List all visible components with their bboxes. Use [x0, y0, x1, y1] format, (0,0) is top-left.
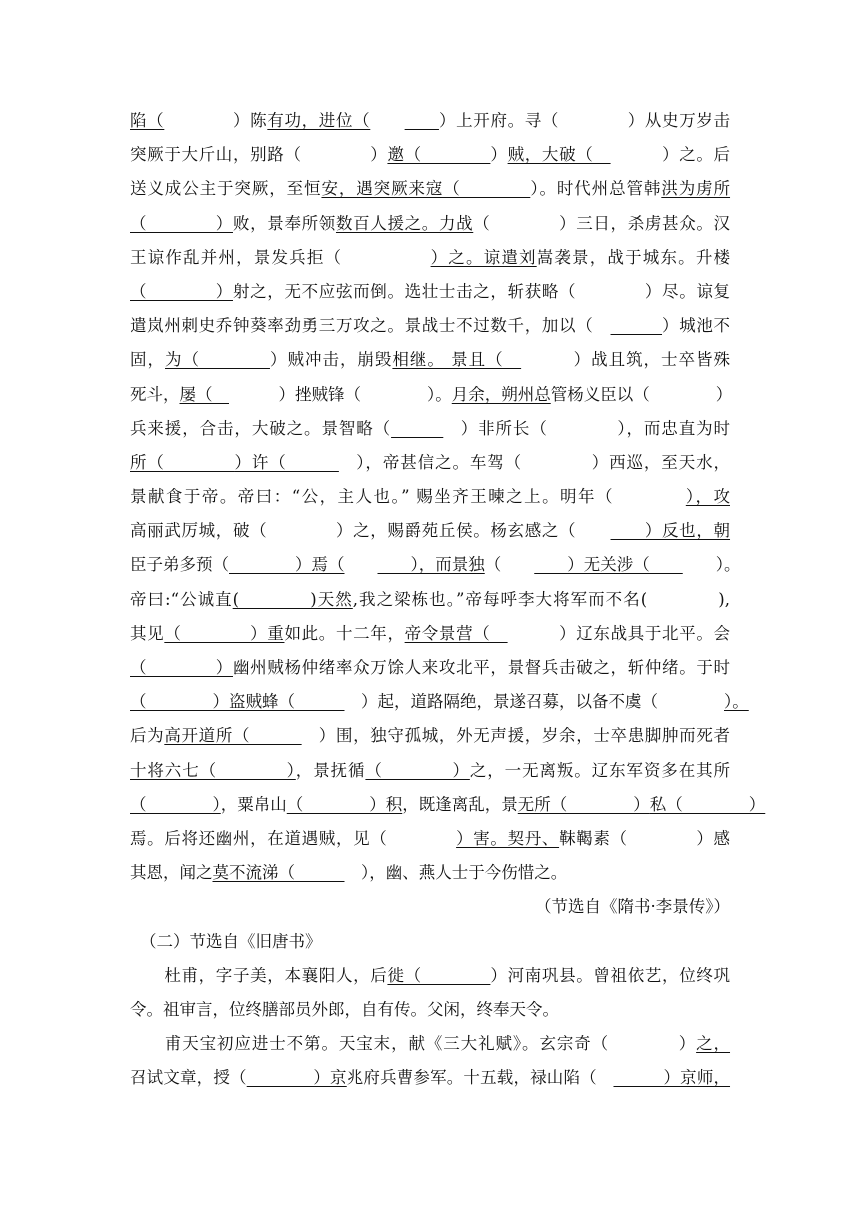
- passage-line: （ ）射之，无不应弦而倒。选壮士击之，斩获略（ ）尽。谅复: [130, 281, 731, 301]
- source-note: （节选自《隋书·李景传》）: [535, 897, 730, 917]
- underlined-blank: 洪为虏所: [661, 179, 731, 199]
- underlined-blank: [391, 419, 443, 438]
- underlined-blank: （ ）: [130, 794, 221, 814]
- passage-line: 遣岚州刺史乔钟葵率劲勇三万攻之。景战士不过数千，加以（ ）城池不: [130, 316, 731, 336]
- passage-line: 焉。后将还幽州，在道遇贼，见（ ）害。契丹、靺鞨素（ ）感: [130, 828, 731, 848]
- underlined-blank: 安，遇突厥来寇（: [321, 179, 531, 199]
- passage-line: 后为高开道所（ ）围，独守孤城，外无声援，岁余，士卒患脚肿而死者: [130, 726, 731, 746]
- underlined-blank: ）京师，: [613, 1068, 731, 1088]
- passage-line: 突厥于大斤山，别路（ ）邀（ ）贼，大破（ ）之。后: [130, 145, 731, 165]
- underlined-blank: （ ）: [130, 281, 233, 301]
- underlined-blank: 徙（: [387, 965, 491, 985]
- underlined-blank: 贼，大破（: [507, 145, 611, 165]
- passage-line: 令。祖审言，位终膳部员外郎，自有传。父闲，终奉天令。: [130, 999, 559, 1019]
- underlined-blank: 屡（: [179, 384, 229, 404]
- underlined-blank: ）焉（: [229, 555, 345, 575]
- underlined-blank: [405, 111, 439, 130]
- underlined-blank: ），而景独: [377, 555, 485, 575]
- underlined-blank: 陷（: [130, 111, 165, 130]
- underlined-blank: ）害。契丹、: [456, 828, 560, 848]
- section-heading: （二）节选自《旧唐书》: [140, 931, 322, 951]
- underlined-blank: ）。: [724, 692, 749, 712]
- passage-line: 景献食于帝。帝曰：“公，主人也。” 赐坐齐王暕之上。明年（ ），攻: [130, 487, 730, 507]
- passage-line: 其恩，闻之莫不流涕（ ），幽、燕人士于今伤惜之。: [130, 863, 568, 883]
- underlined-blank: [611, 316, 663, 335]
- underlined-blank: （ ）: [130, 658, 233, 677]
- passage-line: 陷（ ）陈有功，进位（ ）上开府。寻（ ）从史万岁击: [130, 111, 731, 130]
- document-body: [130, 104, 766, 1095]
- underlined-blank: （ ）重: [164, 623, 285, 643]
- passage-line: （ ）幽州贼杨仲绪率众万馀人来攻北平，景督兵击破之，斩仲绪。于时: [130, 658, 731, 677]
- passage-line: （ ）败，景奉所领数百人援之。力战（ ）三日，杀虏甚众。汉: [130, 213, 731, 233]
- underlined-blank: 为（: [165, 350, 270, 370]
- passage-du-fu: [130, 959, 730, 1096]
- underlined-blank: ( )天然: [232, 589, 353, 609]
- passage-line: 死斗，屡（ ）挫贼锋（ ）。月余，朔州总管杨义臣以（ ）: [130, 384, 733, 404]
- underlined-blank: ）京: [246, 1068, 347, 1088]
- underlined-blank: 十将六七（ ）: [130, 760, 296, 780]
- passage-line: 兵来援，合击，大破之。景智略（ ）非所长（ ），而忠直为时: [130, 418, 731, 438]
- underlined-blank: （ ）: [365, 760, 470, 780]
- underlined-blank: 之，: [696, 1034, 731, 1054]
- underlined-blank: 相继。 景且（: [392, 350, 522, 370]
- underlined-blank: 所（: [130, 452, 235, 472]
- underlined-blank: 邀（: [387, 145, 491, 165]
- underlined-blank: 莫不流涕（: [212, 863, 345, 883]
- passage-line: 帝曰:“公诚直( )天然,我之梁栋也。”帝每呼李大将军而不名( ),: [130, 589, 730, 609]
- passage-line: 所（ ）许（ ），帝甚信之。车驾（ ）西巡，至天水，: [130, 452, 731, 472]
- passage-line: 甫天宝初应进士不第。天宝末，献《三大礼赋》。玄宗奇（ ）之，: [130, 1034, 731, 1054]
- underlined-blank: 有功，进位（: [267, 111, 371, 130]
- passage-line: （ ），粟帛山（ ）积，既逢离乱，景无所（ ）私（ ）: [130, 794, 766, 814]
- passage-li-jing: [130, 104, 766, 890]
- underlined-blank: 无所（ ）: [517, 794, 650, 814]
- underlined-blank: ）反也，朝: [610, 521, 731, 541]
- underlined-blank: ）无关涉（: [534, 555, 683, 575]
- passage-line: 杜甫，字子美，本襄阳人，后徙（ ）河南巩县。曾祖依艺，位终巩: [130, 965, 731, 985]
- underlined-blank: 月余，朔州总: [451, 384, 551, 404]
- underlined-blank: 数百人援之。力战: [335, 213, 474, 233]
- passage-line: 送义成公主于突厥，至恒安，遇突厥来寇（ ）。时代州总管韩洪为虏所: [130, 179, 731, 199]
- underlined-blank: （ ）: [130, 692, 229, 712]
- underlined-blank: 帝令景营（: [404, 623, 508, 643]
- underlined-blank: 私（ ）: [649, 794, 766, 814]
- passage-line: 臣子弟多预（ ）焉（ ），而景独（ ）无关涉（ ）。: [130, 555, 741, 575]
- passage-line: （ ）盗贼蜂（ ）起，道路隔绝，景遂召募，以备不虞（ ）。: [130, 692, 749, 712]
- underlined-blank: ）之。谅遣刘: [430, 247, 537, 267]
- passage-line: 十将六七（ ），景抚循（ ）之，一无离叛。辽东军资多在其所: [130, 760, 731, 780]
- underlined-blank: ），攻: [685, 487, 730, 507]
- underlined-blank: 高开道所（: [164, 726, 302, 746]
- passage-line: 其见（ ）重如此。十二年，帝令景营（ ）辽东战具于北平。会: [130, 623, 731, 643]
- underlined-blank: （ ）: [130, 213, 233, 233]
- passage-line: 高丽武厉城，破（ ）之，赐爵苑丘侯。杨玄感之（ ）反也，朝: [130, 521, 731, 541]
- underlined-blank: ）许（: [234, 452, 339, 472]
- passage-line: 召试文章，授（ ）京兆府兵曹参军。十五载，禄山陷（ ）京师，: [130, 1068, 731, 1088]
- underlined-blank: （ ）积: [286, 794, 403, 814]
- underlined-blank: 盗贼蜂（: [229, 692, 345, 712]
- passage-line: 王谅作乱并州，景发兵拒（ ）之。谅遣刘嵩袭景，战于城东。升楼: [130, 247, 731, 267]
- passage-line: 固，为（ ）贼冲击，崩毁相继。 景且（ ）战且筑，士卒皆殊: [130, 350, 731, 370]
